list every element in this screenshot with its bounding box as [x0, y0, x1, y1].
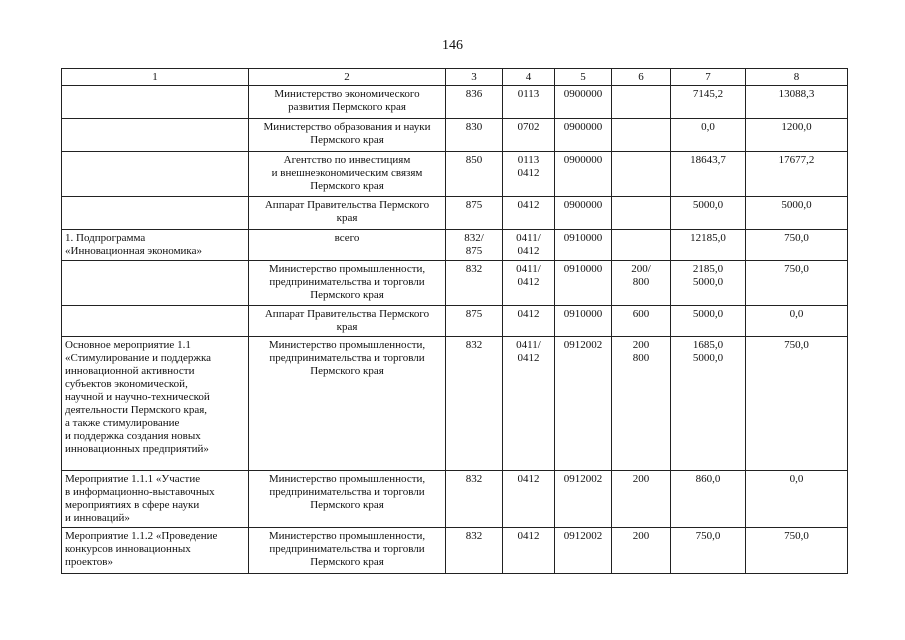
cell-line: 0412: [517, 530, 540, 542]
cell-line: 750,0: [784, 530, 809, 542]
target-article-cell: [555, 119, 612, 152]
cell-line: и инноваций»: [65, 512, 130, 524]
cell-line: 832/: [464, 232, 484, 244]
expense-type-cell: [612, 152, 671, 197]
executor-cell: [249, 306, 446, 337]
cell-line: Аппарат Правительства Пермского: [264, 199, 430, 211]
grbs-cell: [446, 119, 503, 152]
cell-line: и поддержка создания новых: [65, 430, 201, 442]
section-cell: [503, 471, 555, 528]
program-cell: [62, 337, 249, 471]
cell-line: 0912002: [563, 473, 603, 485]
section-cell: [503, 337, 555, 471]
executor-cell: [249, 471, 446, 528]
program-cell: [62, 152, 249, 197]
cell-line: Пермского края: [310, 499, 384, 511]
expense-type-cell: [612, 261, 671, 306]
cell-line: 836: [465, 88, 483, 100]
cell-line: в информационно-выставочных: [65, 486, 215, 498]
expense-type-cell: [612, 119, 671, 152]
cell-line: 1200,0: [781, 121, 812, 133]
expense-type-cell: [612, 528, 671, 574]
cell-line: «Инновационная экономика»: [65, 245, 202, 257]
cell-line: 750,0: [784, 263, 809, 275]
grbs-cell: [446, 230, 503, 261]
cell-line: 832: [465, 530, 483, 542]
cell-line: Пермского края: [310, 289, 384, 301]
cell-line: 5000,0: [692, 352, 724, 364]
header-cell: 2: [249, 69, 446, 86]
table-row: [62, 337, 848, 471]
amount-col7-cell: [671, 152, 746, 197]
cell-line: Министерство промышленности,: [268, 530, 426, 542]
table-row: [62, 197, 848, 230]
cell-line: 600: [632, 308, 650, 320]
cell-line: 5000,0: [692, 276, 724, 288]
cell-line: мероприятиях в сфере науки: [65, 499, 200, 511]
cell-line: предпринимательства и торговли: [269, 543, 425, 555]
program-cell: [62, 86, 249, 119]
executor-cell: [249, 152, 446, 197]
cell-line: 0900000: [563, 88, 603, 100]
cell-line: а также стимулирование: [65, 417, 180, 429]
cell-line: 5000,0: [692, 199, 724, 211]
cell-line: 2185,0: [692, 263, 724, 275]
table-row: [62, 86, 848, 119]
cell-line: предпринимательства и торговли: [269, 352, 425, 364]
grbs-cell: [446, 306, 503, 337]
section-cell: [503, 528, 555, 574]
expense-type-cell: [612, 471, 671, 528]
cell-line: 0113: [517, 154, 540, 166]
grbs-cell: [446, 86, 503, 119]
amount-col7-cell: [671, 86, 746, 119]
section-cell: [503, 306, 555, 337]
cell-line: деятельности Пермского края,: [65, 404, 208, 416]
cell-line: 0411/: [516, 232, 541, 244]
cell-line: 0900000: [563, 121, 603, 133]
cell-line: научной и научно-технической: [65, 391, 210, 403]
page-number: 146: [442, 38, 463, 53]
cell-line: 875: [465, 199, 483, 211]
cell-line: 800: [632, 276, 650, 288]
cell-line: 832: [465, 263, 483, 275]
cell-line: 200: [632, 339, 650, 351]
amount-col8-cell: [746, 86, 848, 119]
cell-line: 12185,0: [690, 232, 726, 244]
expense-type-cell: [612, 337, 671, 471]
cell-line: 18643,7: [690, 154, 726, 166]
cell-line: Агентство по инвестициям: [283, 154, 411, 166]
cell-line: Пермского края: [310, 134, 384, 146]
executor-cell: [249, 197, 446, 230]
cell-line: Министерство экономического: [274, 88, 420, 100]
section-cell: [503, 230, 555, 261]
amount-col7-cell: [671, 261, 746, 306]
header-cell: 3: [446, 69, 503, 86]
cell-line: Мероприятие 1.1.1 «Участие: [65, 473, 201, 485]
amount-col7-cell: [671, 230, 746, 261]
expense-type-cell: [612, 230, 671, 261]
cell-line: 0912002: [563, 339, 603, 351]
executor-cell: [249, 261, 446, 306]
header-cell: 4: [503, 69, 555, 86]
target-article-cell: [555, 528, 612, 574]
table-header-row: [62, 69, 848, 86]
cell-line: Пермского края: [310, 556, 384, 568]
expense-type-cell: [612, 86, 671, 119]
table-row: [62, 306, 848, 337]
expense-type-cell: [612, 306, 671, 337]
program-cell: [62, 119, 249, 152]
cell-line: 0411/: [516, 263, 541, 275]
cell-line: 0,0: [789, 473, 804, 485]
executor-cell: [249, 119, 446, 152]
amount-col8-cell: [746, 230, 848, 261]
amount-col7-cell: [671, 471, 746, 528]
cell-line: 875: [465, 245, 483, 257]
program-cell: [62, 306, 249, 337]
cell-line: инновационной активности: [65, 365, 195, 377]
amount-col8-cell: [746, 306, 848, 337]
header-cell: 8: [746, 69, 848, 86]
program-cell: [62, 230, 249, 261]
cell-line: 0412: [517, 245, 540, 257]
cell-line: всего: [334, 232, 360, 244]
cell-line: Министерство промышленности,: [268, 339, 426, 351]
grbs-cell: [446, 261, 503, 306]
cell-line: 0910000: [563, 263, 603, 275]
amount-col7-cell: [671, 306, 746, 337]
cell-line: 0412: [517, 167, 540, 179]
cell-line: 17677,2: [778, 154, 815, 166]
cell-line: 0412: [517, 276, 540, 288]
cell-line: инновационных предприятий»: [65, 443, 209, 455]
header-cell: 5: [555, 69, 612, 86]
cell-line: 0412: [517, 473, 540, 485]
cell-line: Мероприятие 1.1.2 «Проведение: [65, 530, 218, 542]
target-article-cell: [555, 230, 612, 261]
cell-line: 860,0: [695, 473, 721, 485]
cell-line: 7145,2: [692, 88, 724, 100]
grbs-cell: [446, 471, 503, 528]
grbs-cell: [446, 197, 503, 230]
cell-line: 875: [465, 308, 483, 320]
cell-line: края: [336, 321, 358, 333]
cell-line: проектов»: [65, 556, 113, 568]
cell-line: развития Пермского края: [288, 101, 406, 113]
cell-line: 0,0: [701, 121, 715, 133]
amount-col7-cell: [671, 528, 746, 574]
header-cell: 1: [62, 69, 249, 86]
executor-cell: [249, 86, 446, 119]
cell-line: 850: [465, 154, 483, 166]
cell-line: 832: [465, 473, 483, 485]
cell-line: 0412: [517, 352, 540, 364]
program-cell: [62, 528, 249, 574]
cell-line: 0113: [517, 88, 540, 100]
cell-line: 5000,0: [781, 199, 812, 211]
section-cell: [503, 152, 555, 197]
amount-col8-cell: [746, 471, 848, 528]
cell-line: 200: [632, 530, 650, 542]
cell-line: конкурсов инновационных: [65, 543, 191, 555]
cell-line: Министерство образования и науки: [263, 121, 431, 133]
cell-line: 0412: [517, 308, 540, 320]
budget-table: [61, 68, 848, 574]
grbs-cell: [446, 528, 503, 574]
cell-line: 0,0: [789, 308, 804, 320]
cell-line: 830: [465, 121, 483, 133]
target-article-cell: [555, 152, 612, 197]
amount-col8-cell: [746, 119, 848, 152]
cell-line: 0702: [517, 121, 540, 133]
cell-line: 832: [465, 339, 483, 351]
header-cell: 6: [612, 69, 671, 86]
cell-line: 13088,3: [778, 88, 815, 100]
amount-col8-cell: [746, 261, 848, 306]
cell-line: 0912002: [563, 530, 603, 542]
cell-line: Пермского края: [310, 365, 384, 377]
amount-col7-cell: [671, 119, 746, 152]
cell-line: 0910000: [563, 232, 603, 244]
program-cell: [62, 471, 249, 528]
cell-line: 1. Подпрограмма: [65, 232, 146, 244]
cell-line: 200/: [631, 263, 651, 275]
table-row: [62, 119, 848, 152]
amount-col7-cell: [671, 197, 746, 230]
target-article-cell: [555, 86, 612, 119]
cell-line: 750,0: [784, 339, 809, 351]
cell-line: 200: [632, 473, 650, 485]
cell-line: 800: [632, 352, 650, 364]
table-row: [62, 528, 848, 574]
cell-line: Пермского края: [310, 180, 384, 192]
section-cell: [503, 197, 555, 230]
cell-line: края: [336, 212, 358, 224]
program-cell: [62, 197, 249, 230]
target-article-cell: [555, 197, 612, 230]
cell-line: Основное мероприятие 1.1: [65, 339, 191, 351]
table-row: [62, 230, 848, 261]
table-row: [62, 471, 848, 528]
cell-line: 750,0: [784, 232, 809, 244]
target-article-cell: [555, 306, 612, 337]
section-cell: [503, 119, 555, 152]
header-cell: 7: [671, 69, 746, 86]
grbs-cell: [446, 152, 503, 197]
cell-line: 0910000: [563, 308, 603, 320]
target-article-cell: [555, 261, 612, 306]
executor-cell: [249, 528, 446, 574]
cell-line: Аппарат Правительства Пермского: [264, 308, 430, 320]
cell-line: 5000,0: [692, 308, 724, 320]
executor-cell: [249, 337, 446, 471]
grbs-cell: [446, 337, 503, 471]
section-cell: [503, 86, 555, 119]
target-article-cell: [555, 337, 612, 471]
cell-line: Министерство промышленности,: [268, 263, 426, 275]
executor-cell: [249, 230, 446, 261]
cell-line: 750,0: [695, 530, 721, 542]
cell-line: субъектов экономической,: [65, 378, 188, 390]
table-row: [62, 261, 848, 306]
cell-line: и внешнеэкономическим связям: [271, 167, 423, 179]
cell-line: 0900000: [563, 199, 603, 211]
cell-line: 0412: [517, 199, 540, 211]
amount-col8-cell: [746, 337, 848, 471]
cell-line: предпринимательства и торговли: [269, 486, 425, 498]
section-cell: [503, 261, 555, 306]
cell-line: Министерство промышленности,: [268, 473, 426, 485]
cell-line: 0900000: [563, 154, 603, 166]
cell-line: «Стимулирование и поддержка: [65, 352, 212, 364]
expense-type-cell: [612, 197, 671, 230]
table-row: [62, 152, 848, 197]
amount-col8-cell: [746, 528, 848, 574]
amount-col8-cell: [746, 152, 848, 197]
amount-col8-cell: [746, 197, 848, 230]
cell-line: предпринимательства и торговли: [269, 276, 425, 288]
cell-line: 0411/: [516, 339, 541, 351]
cell-line: 1685,0: [692, 339, 724, 351]
program-cell: [62, 261, 249, 306]
amount-col7-cell: [671, 337, 746, 471]
target-article-cell: [555, 471, 612, 528]
